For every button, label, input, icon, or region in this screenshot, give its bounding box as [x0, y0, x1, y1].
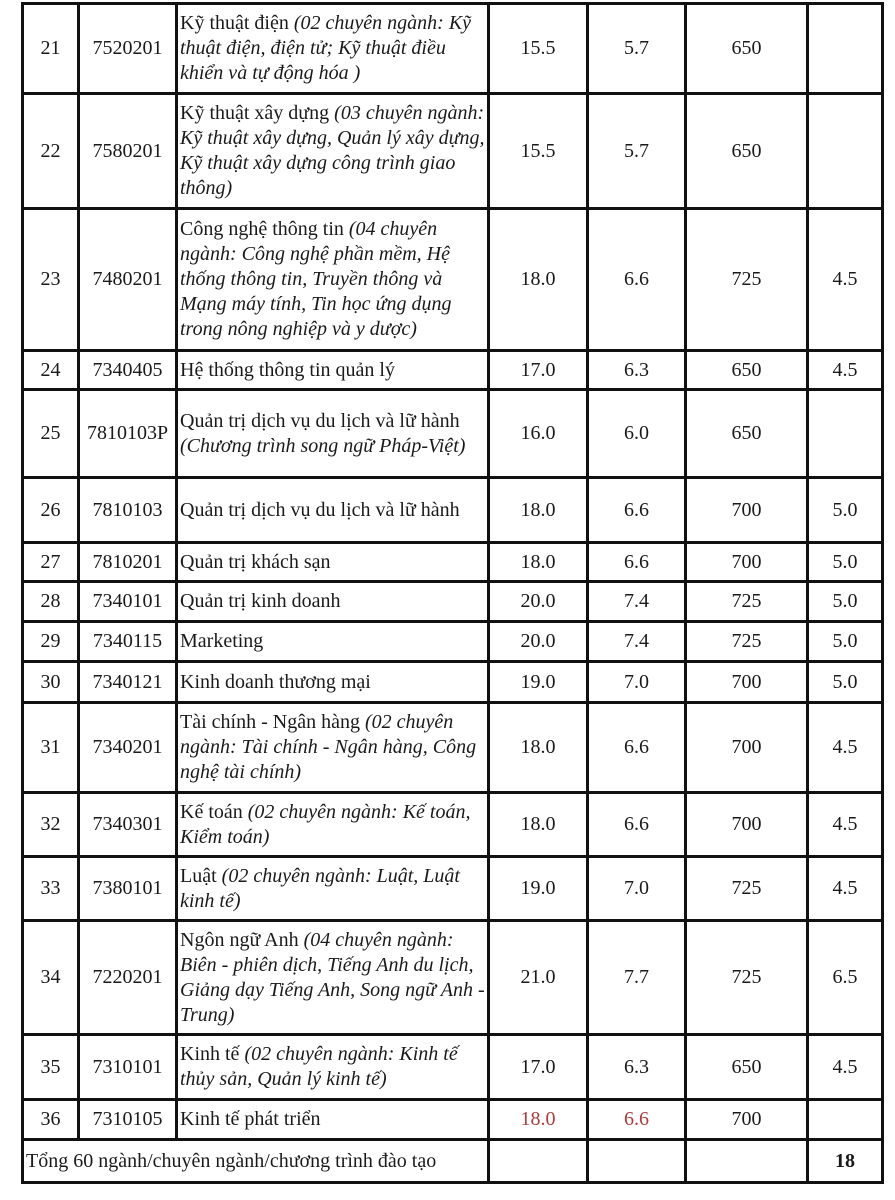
major-name-cell	[177, 1035, 489, 1100]
major-name-cell	[177, 351, 489, 390]
major-name-cell	[177, 390, 489, 478]
transcript-score: 7.0	[588, 662, 686, 703]
total-label: Tổng 60 ngành/chuyên ngành/chương trình đào tạo	[23, 1140, 489, 1183]
transcript-score: 5.7	[588, 94, 686, 209]
major-code: 7340121	[79, 662, 177, 703]
major-detail: (02 chuyên ngành: Luật, Luật kinh tế)	[180, 864, 460, 912]
extra-score: 5.0	[808, 478, 883, 543]
empty-cell	[489, 1140, 588, 1183]
aptitude-score: 725	[686, 622, 808, 662]
major-code: 7810103P	[79, 390, 177, 478]
extra-score: 4.5	[808, 857, 883, 921]
major-code: 7380101	[79, 857, 177, 921]
transcript-score: 6.3	[588, 1035, 686, 1100]
major-detail: (02 chuyên ngành: Kinh tế thủy sản, Quản lý kinh tế)	[180, 1043, 458, 1090]
row-number: 31	[23, 703, 79, 793]
transcript-score: 6.0	[588, 390, 686, 478]
table-row	[23, 4, 883, 94]
total-row	[23, 1140, 883, 1183]
row-number: 36	[23, 1100, 79, 1140]
row-number: 34	[23, 921, 79, 1035]
aptitude-score: 650	[686, 351, 808, 390]
major-name: Quản trị dịch vụ du lịch và lữ hành	[180, 409, 460, 432]
table-row	[23, 1035, 883, 1100]
row-number: 32	[23, 793, 79, 857]
major-name-cell	[177, 1100, 489, 1140]
aptitude-score: 725	[686, 921, 808, 1035]
extra-score	[808, 94, 883, 209]
row-number: 24	[23, 351, 79, 390]
aptitude-score: 725	[686, 582, 808, 622]
major-name-cell	[177, 921, 489, 1035]
major-name: Kỹ thuật xây dựng	[180, 102, 335, 124]
major-name-cell	[177, 793, 489, 857]
major-code: 7340115	[79, 622, 177, 662]
empty-cell	[686, 1140, 808, 1183]
major-name-cell	[177, 703, 489, 793]
transcript-score: 7.0	[588, 857, 686, 921]
major-name-cell	[177, 4, 489, 94]
table-row	[23, 351, 883, 390]
thpt-score: 20.0	[489, 582, 588, 622]
thpt-score: 18.0	[489, 478, 588, 543]
thpt-score: 19.0	[489, 857, 588, 921]
row-number: 23	[23, 209, 79, 351]
transcript-score: 5.7	[588, 4, 686, 94]
row-number: 30	[23, 662, 79, 703]
major-name: Ngôn ngữ Anh	[180, 928, 304, 951]
aptitude-score: 700	[686, 662, 808, 703]
major-name: Kỹ thuật điện	[180, 12, 294, 34]
empty-cell	[588, 1140, 686, 1183]
transcript-score: 6.6	[588, 543, 686, 582]
major-name: Kinh tế phát triển	[180, 1108, 321, 1130]
major-code: 7580201	[79, 94, 177, 209]
table-row	[23, 478, 883, 543]
thpt-score: 18.0	[489, 543, 588, 582]
transcript-score: 6.6	[588, 1100, 686, 1140]
extra-score: 4.5	[808, 351, 883, 390]
major-code: 7220201	[79, 921, 177, 1035]
transcript-score: 6.6	[588, 478, 686, 543]
aptitude-score: 700	[686, 793, 808, 857]
row-number: 33	[23, 857, 79, 921]
aptitude-score: 700	[686, 703, 808, 793]
aptitude-score: 650	[686, 94, 808, 209]
aptitude-score: 725	[686, 209, 808, 351]
major-name: Quản trị kinh doanh	[180, 590, 341, 612]
major-code: 7340405	[79, 351, 177, 390]
transcript-score: 7.4	[588, 582, 686, 622]
table-row	[23, 543, 883, 582]
major-code: 7340201	[79, 703, 177, 793]
thpt-score: 17.0	[489, 1035, 588, 1100]
major-name: Quản trị khách sạn	[180, 550, 331, 573]
major-name-cell	[177, 622, 489, 662]
major-code: 7310105	[79, 1100, 177, 1140]
extra-score: 5.0	[808, 582, 883, 622]
transcript-score: 7.7	[588, 921, 686, 1035]
thpt-score: 15.5	[489, 94, 588, 209]
extra-score	[808, 1100, 883, 1140]
major-detail: (02 chuyên ngành: Kế toán, Kiểm toán)	[180, 800, 471, 848]
table-row	[23, 793, 883, 857]
major-name: Quản trị dịch vụ du lịch và lữ hành	[180, 498, 460, 521]
major-name-cell	[177, 662, 489, 703]
row-number: 35	[23, 1035, 79, 1100]
transcript-score: 6.6	[588, 209, 686, 351]
table-row	[23, 622, 883, 662]
major-code: 7810103	[79, 478, 177, 543]
table-row	[23, 921, 883, 1035]
row-number: 28	[23, 582, 79, 622]
thpt-score: 18.0	[489, 209, 588, 351]
major-name: Công nghệ thông tin	[180, 218, 349, 240]
major-name-cell	[177, 582, 489, 622]
major-name-cell	[177, 478, 489, 543]
table-row	[23, 703, 883, 793]
thpt-score: 16.0	[489, 390, 588, 478]
major-name-cell	[177, 94, 489, 209]
major-code: 7310101	[79, 1035, 177, 1100]
thpt-score: 19.0	[489, 662, 588, 703]
extra-score	[808, 4, 883, 94]
thpt-score: 20.0	[489, 622, 588, 662]
thpt-score: 18.0	[489, 793, 588, 857]
major-code: 7480201	[79, 209, 177, 351]
major-detail: (02 chuyên ngành: Tài chính - Ngân hàng, Công nghệ tài chính)	[180, 711, 477, 783]
row-number: 22	[23, 94, 79, 209]
row-number: 27	[23, 543, 79, 582]
thpt-score: 18.0	[489, 1100, 588, 1140]
extra-score: 4.5	[808, 703, 883, 793]
major-name: Kinh tế	[180, 1043, 245, 1065]
major-name-cell	[177, 209, 489, 351]
major-detail: (Chương trình song ngữ Pháp-Việt)	[180, 434, 466, 457]
table-row	[23, 582, 883, 622]
major-detail: (03 chuyên ngành: Kỹ thuật xây dựng, Quản lý xây dựng, Kỹ thuật xây dựng công trình giao thông)	[180, 102, 485, 199]
aptitude-score: 700	[686, 1100, 808, 1140]
extra-score: 5.0	[808, 543, 883, 582]
transcript-score: 7.4	[588, 622, 686, 662]
table-row	[23, 662, 883, 703]
major-detail: (04 chuyên ngành: Công nghệ phần mềm, Hệ thống thông tin, Truyền thông và Mạng máy tính, Tin học ứng dụng trong nông nghiệp và y dược)	[180, 218, 452, 340]
row-number: 21	[23, 4, 79, 94]
aptitude-score: 650	[686, 390, 808, 478]
thpt-score: 15.5	[489, 4, 588, 94]
extra-score: 4.5	[808, 1035, 883, 1100]
major-name: Tài chính - Ngân hàng	[180, 711, 365, 733]
row-number: 29	[23, 622, 79, 662]
major-detail: (02 chuyên ngành: Kỹ thuật điện, điện tử; Kỹ thuật điều khiển và tự động hóa )	[180, 12, 472, 84]
major-code: 7520201	[79, 4, 177, 94]
major-name-cell	[177, 543, 489, 582]
extra-score: 5.0	[808, 622, 883, 662]
major-detail: (04 chuyên ngành: Biên - phiên dịch, Tiếng Anh du lịch, Giảng dạy Tiếng Anh, Song ngữ Anh - Trung)	[180, 928, 485, 1026]
major-name: Hệ thống thông tin quản lý	[180, 358, 395, 381]
transcript-score: 6.6	[588, 793, 686, 857]
transcript-score: 6.6	[588, 703, 686, 793]
major-code: 7810201	[79, 543, 177, 582]
table-row	[23, 94, 883, 209]
major-name-cell	[177, 857, 489, 921]
extra-score: 5.0	[808, 662, 883, 703]
admissions-score-table	[21, 2, 884, 1184]
total-value: 18	[808, 1140, 883, 1183]
major-code: 7340301	[79, 793, 177, 857]
extra-score: 4.5	[808, 209, 883, 351]
major-name: Luật	[180, 864, 222, 887]
extra-score	[808, 390, 883, 478]
extra-score: 4.5	[808, 793, 883, 857]
major-code: 7340101	[79, 582, 177, 622]
thpt-score: 21.0	[489, 921, 588, 1035]
table-row	[23, 390, 883, 478]
table-row	[23, 1100, 883, 1140]
major-name: Kế toán	[180, 800, 248, 823]
table-row	[23, 857, 883, 921]
major-name: Kinh doanh thương mại	[180, 670, 371, 693]
aptitude-score: 650	[686, 4, 808, 94]
aptitude-score: 725	[686, 857, 808, 921]
transcript-score: 6.3	[588, 351, 686, 390]
table-row	[23, 209, 883, 351]
thpt-score: 18.0	[489, 703, 588, 793]
row-number: 26	[23, 478, 79, 543]
extra-score: 6.5	[808, 921, 883, 1035]
aptitude-score: 700	[686, 543, 808, 582]
aptitude-score: 700	[686, 478, 808, 543]
major-name: Marketing	[180, 630, 264, 652]
aptitude-score: 650	[686, 1035, 808, 1100]
thpt-score: 17.0	[489, 351, 588, 390]
row-number: 25	[23, 390, 79, 478]
